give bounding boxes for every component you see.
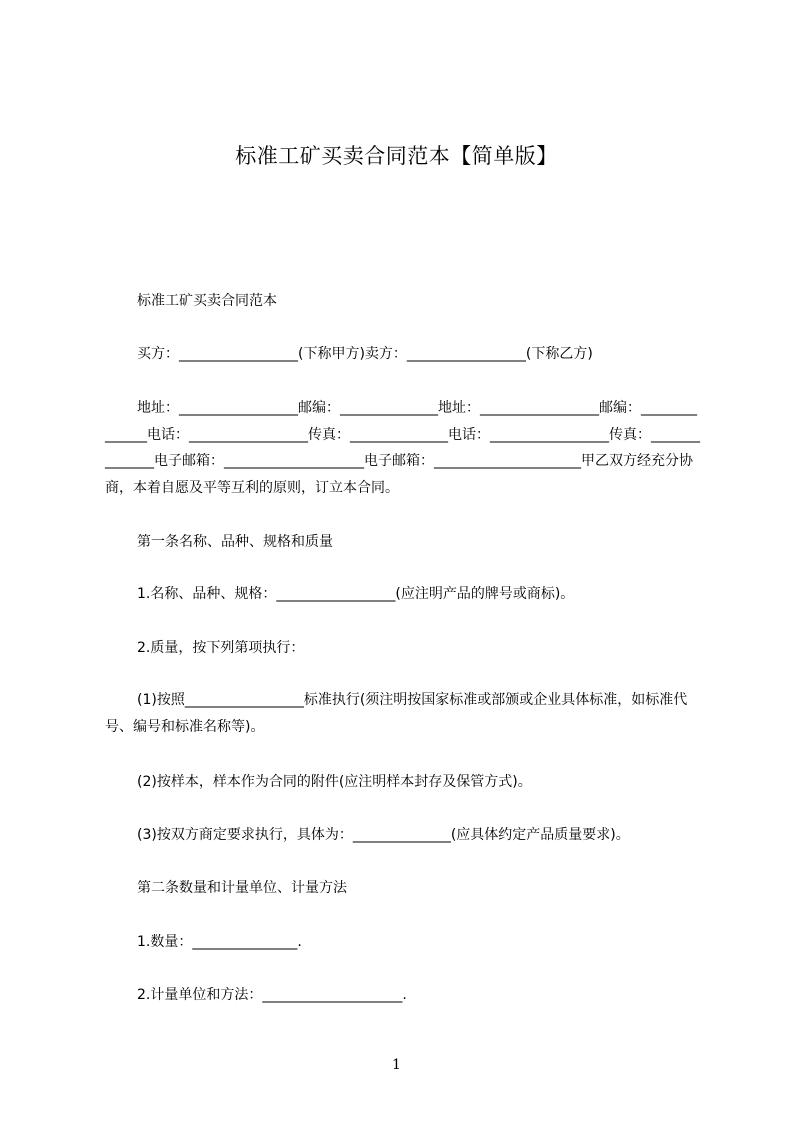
page-number: 1	[392, 1057, 401, 1073]
item-2-2-paragraph: (2)按样本，样本作为合同的附件(应注明样本封存及保管方式)。	[137, 774, 532, 790]
unit-method-paragraph: 2.计量单位和方法：____________________.	[137, 987, 407, 1003]
document-title: 标准工矿买卖合同范本【简单版】	[235, 144, 558, 168]
parties-paragraph: 买方：_________________(下称甲方)卖方：_________________(下称乙方)	[137, 346, 593, 362]
article-1-heading: 第一条名称、品种、规格和质量	[137, 534, 333, 550]
quantity-paragraph: 1.数量：_______________.	[137, 934, 302, 950]
item-2-paragraph: 2.质量，按下列第项执行：	[137, 640, 305, 656]
item-2-1-paragraph: (1)按照_________________标准执行(须注明按国家标准或部颁或企业具体标准，如标准代号、编号和标准名称等)。	[105, 692, 688, 735]
item-1-paragraph: 1.名称、品种、规格：_________________(应注明产品的牌号或商标)。	[137, 586, 575, 602]
item-2-3-paragraph: (3)按双方商定要求执行，具体为：______________(应具体约定产品质量要求)。	[137, 827, 630, 843]
subtitle-paragraph: 标准工矿买卖合同范本	[137, 293, 277, 309]
article-2-heading: 第二条数量和计量单位、计量方法	[137, 880, 347, 896]
contact-info-paragraph: 地址：_________________邮编：______________地址：_________________邮编：______________电话：_________________传真：______________电话：_________________传真：______________电子邮箱：____________________电子邮箱：_____________________甲乙双方经充分协商，本着自愿及平等互利的原则，订立本合同。	[105, 400, 700, 496]
